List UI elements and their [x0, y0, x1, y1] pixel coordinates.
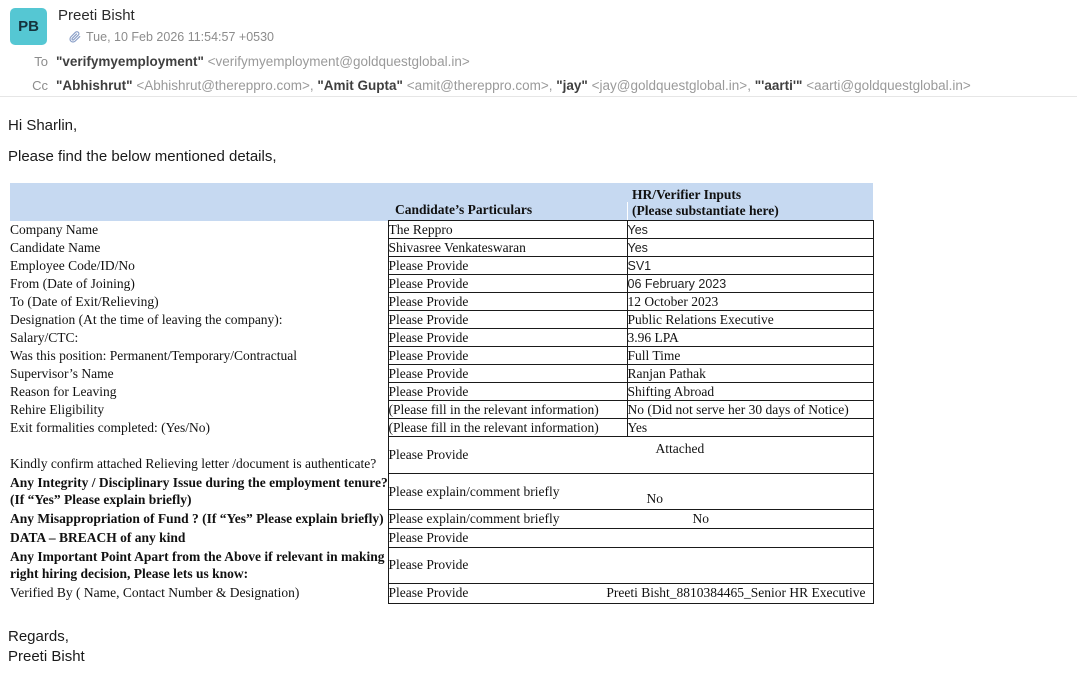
table-row: [10, 383, 873, 401]
row-label: Exit formalities completed: (Yes/No): [10, 419, 210, 435]
candidate-particulars-cell: Please Provide: [388, 311, 627, 329]
signature-block: [8, 627, 85, 667]
table-row: [10, 437, 873, 474]
table-row: [10, 583, 873, 603]
header-hr-verifier-inputs: HR/Verifier Inputs (Please substantiate here): [627, 183, 873, 221]
candidate-particulars-cell: Shivasree Venkateswaran: [388, 239, 627, 257]
table-row: [10, 311, 873, 329]
particulars-text: Please Provide: [388, 530, 469, 545]
table-row: [10, 548, 873, 584]
particulars-text: Please explain/comment briefly: [388, 511, 560, 526]
row-label: To (Date of Exit/Relieving): [10, 293, 159, 309]
to-row: [0, 54, 470, 69]
hr-input-cell: Yes: [627, 221, 873, 239]
hr-input-cell: No (Did not serve her 30 days of Notice): [627, 401, 873, 419]
greeting-text: Hi Sharlin,: [8, 117, 78, 134]
hr-input-value: No: [692, 511, 709, 526]
row-label: Employee Code/ID/No: [10, 257, 135, 273]
candidate-particulars-cell: Please Provide: [388, 383, 627, 401]
row-label: Designation (At the time of leaving the company):: [10, 311, 283, 327]
candidate-particulars-cell: Please Provide: [388, 347, 627, 365]
recipient-name[interactable]: "Amit Gupta": [317, 78, 403, 93]
table-row: [10, 293, 873, 311]
candidate-particulars-cell: Please Provide: [388, 365, 627, 383]
row-label: Reason for Leaving: [10, 383, 117, 399]
row-label: Rehire Eligibility: [10, 401, 105, 417]
candidate-particulars-cell: (Please fill in the relevant information): [388, 419, 627, 437]
particulars-text: Please Provide: [388, 557, 469, 573]
cc-row: [0, 78, 971, 93]
hr-input-cell: Ranjan Pathak: [627, 365, 873, 383]
row-label: Kindly confirm attached Relieving letter /document is authenticate?: [10, 456, 377, 472]
hr-input-cell: 3.96 LPA: [627, 329, 873, 347]
attachment-paperclip-icon[interactable]: [69, 30, 81, 44]
candidate-particulars-cell: Please Provide: [388, 275, 627, 293]
table-row: [10, 529, 873, 548]
recipient-address[interactable]: <amit@thereppro.com>: [406, 78, 549, 93]
recipient-name[interactable]: "Abhishrut": [56, 78, 133, 93]
particulars-text: Please Provide: [388, 585, 469, 601]
recipient-address[interactable]: <jay@goldquestglobal.in>: [591, 78, 748, 93]
merged-input-cell: [388, 510, 873, 529]
signature-name: Preeti Bisht: [8, 648, 85, 665]
table-row: [10, 221, 873, 239]
table-header-row: [10, 183, 873, 221]
row-label: Any Misappropriation of Fund ? (If “Yes” Please explain briefly): [10, 511, 384, 526]
header-blank-cell: [10, 183, 388, 221]
sender-name[interactable]: Preeti Bisht: [58, 7, 135, 24]
merged-input-cell: [388, 548, 873, 584]
table-row: [10, 419, 873, 437]
row-label: Salary/CTC:: [10, 329, 79, 345]
to-recipients: [56, 54, 470, 69]
merged-input-cell: [388, 529, 873, 548]
recipient-address[interactable]: <Abhishrut@thereppro.com>: [136, 78, 310, 93]
recipient-address[interactable]: <verifymyemployment@goldquestglobal.in>: [207, 54, 470, 69]
candidate-particulars-cell: Please Provide: [388, 257, 627, 275]
table-row: [10, 275, 873, 293]
sent-timestamp: Tue, 10 Feb 2026 11:54:57 +0530: [86, 30, 275, 44]
cc-recipients: "Abhishrut" <Abhishrut@thereppro.com>, "Amit Gupta" <amit@thereppro.com>, "jay" <jay@goldquestglobal.in>, "'aarti'" <aarti@goldquestglobal.in>: [56, 78, 971, 93]
row-label: Supervisor’s Name: [10, 365, 114, 381]
hr-input-cell: Full Time: [627, 347, 873, 365]
recipient-address[interactable]: <aarti@goldquestglobal.in>: [806, 78, 971, 93]
table-row: [10, 347, 873, 365]
recipient-name[interactable]: "'aarti'": [754, 78, 803, 93]
candidate-particulars-cell: (Please fill in the relevant information): [388, 401, 627, 419]
candidate-particulars-cell: The Reppro: [388, 221, 627, 239]
header-divider: [0, 96, 1077, 97]
table-row: [10, 257, 873, 275]
date-row: [69, 30, 274, 44]
candidate-particulars-cell: Please Provide: [388, 329, 627, 347]
row-label: Candidate Name: [10, 239, 101, 255]
closing-text: Regards,: [8, 628, 69, 645]
candidate-particulars-cell: Please Provide: [388, 293, 627, 311]
hr-input-value: Attached: [655, 441, 705, 456]
row-label: Company Name: [10, 221, 99, 237]
particulars-text: Please explain/comment briefly: [388, 483, 560, 499]
table-row: [10, 239, 873, 257]
header-candidate-particulars: Candidate’s Particulars: [388, 183, 627, 221]
merged-input-cell: [388, 474, 873, 510]
table-row: [10, 401, 873, 419]
verification-table: [10, 183, 874, 604]
row-label: Was this position: Permanent/Temporary/Contractual: [10, 347, 298, 363]
particulars-text: Please Provide: [388, 447, 469, 462]
hr-input-cell: SV1: [627, 257, 873, 275]
hr-input-cell: Public Relations Executive: [627, 311, 873, 329]
table-row: [10, 365, 873, 383]
row-label: Any Important Point Apart from the Above if relevant in making right hiring decision, Please lets us know:: [10, 548, 385, 581]
cc-label: Cc: [32, 78, 48, 93]
to-label: To: [34, 54, 48, 69]
intro-text: Please find the below mentioned details,: [8, 148, 277, 165]
hr-input-value: Preeti Bisht_8810384465_Senior HR Executive: [606, 584, 866, 600]
merged-input-cell: [388, 437, 873, 474]
recipient-name[interactable]: "verifymyemployment": [56, 54, 204, 69]
avatar[interactable]: PB: [10, 8, 47, 45]
recipient-name[interactable]: "jay": [556, 78, 588, 93]
row-label: DATA – BREACH of any kind: [10, 530, 186, 545]
hr-input-cell: 12 October 2023: [627, 293, 873, 311]
row-label: From (Date of Joining): [10, 275, 135, 291]
hr-input-cell: Yes: [627, 419, 873, 437]
table-row: [10, 329, 873, 347]
table-row: [10, 510, 873, 529]
table-row: [10, 474, 873, 510]
hr-input-cell: Shifting Abroad: [627, 383, 873, 401]
hr-input-cell: 06 February 2023: [627, 275, 873, 293]
row-label: Any Integrity / Disciplinary Issue during the employment tenure? (If “Yes” Please explain briefly): [10, 474, 388, 508]
row-label: Verified By ( Name, Contact Number & Designation): [10, 585, 300, 601]
merged-input-cell: [388, 583, 873, 603]
hr-input-cell: Yes: [627, 239, 873, 257]
hr-input-value: No: [646, 491, 663, 506]
